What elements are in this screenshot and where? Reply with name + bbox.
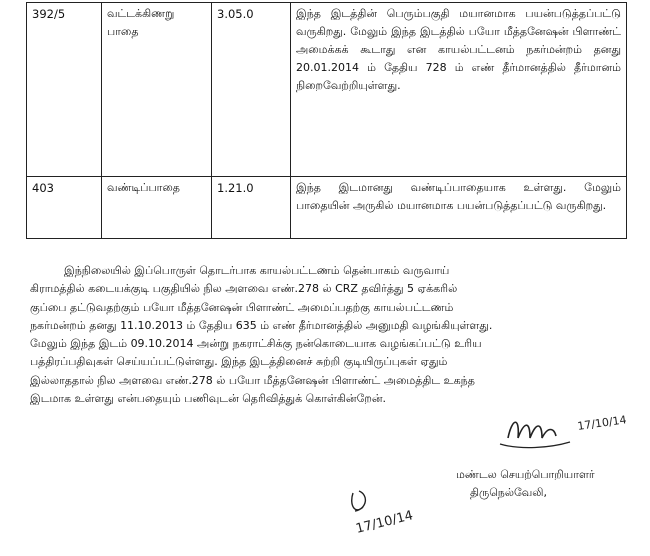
paragraph-line: குப்பை தட்டுவதற்கும் பயோ மீத்தனேஷன் பிளாண்ட் அமைப்பதற்கு காயல்பட்டணம்: [30, 300, 454, 314]
paragraph-line: கிராமத்தில் கடையக்குடி பகுதியில் நில அளவை எண்.278 ல் CRZ தவிர்த்து 5 ஏக்கரில்: [30, 282, 458, 296]
land-details-table: [26, 2, 627, 239]
paragraph-line: நகர்மன்றம் தனது 11.10.2013 ம் தேதிய 635 ம் எண் தீர்மானத்தில் அனுமதி வழங்கியுள்ளது.: [30, 318, 493, 332]
signatory-place: திருநெல்வேலி,: [470, 486, 547, 499]
signatory-designation: மண்டல செயற்பொறியாளர்: [456, 468, 595, 481]
area-cell: 3.05.0: [212, 3, 291, 177]
paragraph-line: மேலும் இந்த இடம் 09.10.2014 அன்று நகராட்சிக்கு நன்கொடையாக வழங்கப்பட்டு உரிய: [30, 337, 482, 351]
table-row: [27, 177, 627, 239]
paragraph-line: இல்லாததால் நில அளவை எண்.278 ல் பயோ மீத்தனேஷன் பிளாண்ட் அமைத்திட உகந்த: [30, 373, 475, 387]
handwritten-date: 17/10/14: [576, 413, 628, 433]
table-row: [27, 3, 627, 177]
paragraph-line: பத்திரப்பதிவுகள் செய்யப்பட்டுள்ளது. இந்த இடத்தினைச் சுற்றி குடியிருப்புகள் ஏதும்: [30, 355, 448, 369]
description-cell: இந்த இடத்தின் பெரும்பகுதி மயானமாக பயன்படுத்தப்பட்டு வருகிறது. மேலும் இந்த இடத்தில் பயோ மீத்தனேஷன் பிளாண்ட் அமைக்கக் கூடாது என காயல்பட்டனம் நகர்மன்றம் தனது 20.01.2014 ம் தேதிய 728 ம் எண் தீர்மானத்தில் தீர்மானம் நிறைவேற்றியுள்ளது.: [291, 3, 627, 177]
survey-number-cell: 392/5: [27, 3, 102, 177]
area-cell: 1.21.0: [212, 177, 291, 239]
survey-number-cell: 403: [27, 177, 102, 239]
land-type-cell: வண்டிப்பாதை: [102, 177, 212, 239]
body-paragraph: [30, 262, 628, 408]
signatory-block: [450, 466, 630, 502]
handwritten-signature: [490, 408, 640, 456]
handwritten-date: 17/10/14: [354, 508, 415, 537]
paragraph-line: இந்நிலையில் இப்பொருள் தொடர்பாக காயல்பட்டணம் தென்பாகம் வருவாய்: [64, 264, 450, 277]
land-type-cell: வட்டக்கிணறு பாதை: [102, 3, 212, 177]
paragraph-line: இடமாக உள்ளது என்பதையும் பணிவுடன் தெரிவித்துக் கொள்கின்றேன்.: [30, 392, 387, 406]
handwritten-initials: [345, 485, 455, 540]
description-cell: இந்த இடமானது வண்டிப்பாதையாக உள்ளது. மேலும் பாதையின் அருகில் மயானமாக பயன்படுத்தப்பட்டு வருகிறது.: [291, 177, 627, 239]
